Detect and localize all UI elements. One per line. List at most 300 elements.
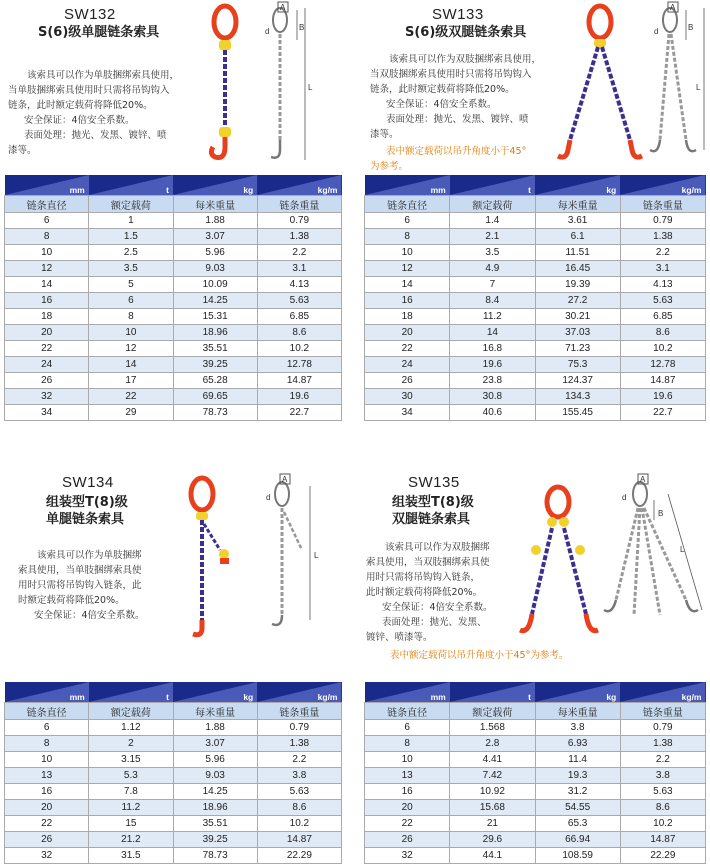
sw134-desc-line: 安全保证：4倍安全系数。: [34, 610, 145, 621]
table-cell: 24: [5, 357, 89, 373]
table-cell: 35.51: [173, 816, 257, 832]
table-cell: 3.8: [620, 768, 705, 784]
table-row: [5, 357, 342, 373]
table-cell: 2.2: [620, 752, 705, 768]
table-cell: 3.61: [535, 213, 620, 229]
table-cell: 13: [5, 768, 89, 784]
table-cell: 10.2: [620, 816, 705, 832]
sw135-desc-line: 镀锌、喷漆等。: [366, 632, 433, 643]
table-cell: 37.03: [535, 325, 620, 341]
table-cell: 134.3: [535, 389, 620, 405]
table-cell: 32: [5, 389, 89, 405]
sw132-title: S(6)级单腿链条索具: [38, 25, 160, 40]
table-cell: 9.03: [173, 261, 257, 277]
table-cell: 18.96: [173, 800, 257, 816]
table-cell: 4.13: [620, 277, 705, 293]
table-cell: 15.68: [450, 800, 535, 816]
table-cell: 14: [450, 325, 535, 341]
sw134-desc-line: 时额定载荷将降低20%。: [18, 595, 125, 606]
table-cell: 16: [365, 293, 450, 309]
table-cell: 29: [89, 405, 173, 421]
sw135-desc-line: 表面处理：抛光、发黑、: [382, 617, 487, 628]
unit-cell: kg: [173, 682, 257, 703]
table-cell: 26: [365, 832, 450, 848]
table-cell: 11.51: [535, 245, 620, 261]
table-cell: 2.5: [89, 245, 173, 261]
sw134-description: [18, 548, 188, 623]
table-cell: 11.4: [535, 752, 620, 768]
table-cell: 3.15: [89, 752, 173, 768]
table-cell: 30: [365, 389, 450, 405]
table-cell: 0.79: [620, 720, 705, 736]
dim-label-b: B: [658, 509, 664, 518]
table-cell: 11.2: [450, 309, 535, 325]
sw132-product-photo: [205, 2, 245, 167]
table-row: [5, 800, 342, 816]
table-cell: 2.2: [620, 245, 705, 261]
table-cell: 30.21: [535, 309, 620, 325]
table-cell: 1.38: [620, 229, 705, 245]
table-cell: 19.6: [257, 389, 341, 405]
table-cell: 10: [5, 752, 89, 768]
sw134-title-line: 单腿链条索具: [46, 512, 125, 527]
table-row: [365, 277, 706, 293]
table-cell: 6.93: [535, 736, 620, 752]
table-cell: 21.2: [89, 832, 173, 848]
table-cell: 22: [5, 341, 89, 357]
table-cell: 20: [5, 325, 89, 341]
dim-label-b: B: [299, 23, 305, 32]
dim-label-a: A: [280, 3, 286, 12]
sw134-title-line: 组装型T(8)级: [46, 495, 128, 510]
table-cell: 16: [5, 293, 89, 309]
table-cell: 16.45: [535, 261, 620, 277]
table-row: [5, 816, 342, 832]
dim-label-l: L: [680, 545, 685, 554]
table-row: [365, 213, 706, 229]
table-cell: 54.55: [535, 800, 620, 816]
sw135-model: SW135: [408, 474, 460, 491]
table-cell: 8.6: [620, 800, 705, 816]
header-cell: 链条直径: [5, 196, 89, 213]
sw135-note: 表中额定载荷以吊升角度小于45°为参考。: [390, 650, 569, 661]
table-row: [365, 325, 706, 341]
table-cell: 39.25: [173, 832, 257, 848]
table-row: [5, 389, 342, 405]
header-cell: 链条重量: [620, 703, 705, 720]
header-row: [5, 703, 342, 720]
unit-cell: kg/m: [257, 175, 341, 196]
table-cell: 65.28: [173, 373, 257, 389]
table-cell: 6: [365, 720, 450, 736]
sw135-desc-line: 索具使用，当双肢捆绑索具使: [366, 557, 490, 568]
table-row: [365, 405, 706, 421]
table-cell: 7: [450, 277, 535, 293]
table-cell: 22.29: [257, 848, 341, 864]
table-cell: 10.2: [257, 341, 341, 357]
table-cell: 10.2: [620, 341, 705, 357]
dim-label-l: L: [308, 83, 313, 92]
table-cell: 71.23: [535, 341, 620, 357]
header-cell: 链条直径: [365, 703, 450, 720]
table-row: [5, 768, 342, 784]
header-row: [365, 703, 706, 720]
sw134-product-photo: [180, 472, 240, 642]
table-cell: 6: [5, 720, 89, 736]
unit-cell: mm: [5, 682, 89, 703]
sw133-spec-table: [364, 175, 706, 421]
table-cell: 39.25: [173, 357, 257, 373]
dim-label-a: A: [670, 3, 676, 12]
sw135-desc-line: 此时额定载荷将降低20%。: [366, 587, 483, 598]
header-cell: 额定载荷: [89, 703, 173, 720]
table-cell: 1.5: [89, 229, 173, 245]
table-cell: 5: [89, 277, 173, 293]
table-cell: 5.63: [620, 784, 705, 800]
table-cell: 24: [365, 357, 450, 373]
table-row: [5, 325, 342, 341]
table-cell: 8.6: [620, 325, 705, 341]
table-cell: 26: [5, 373, 89, 389]
table-cell: 0.79: [257, 720, 341, 736]
table-cell: 3.8: [535, 720, 620, 736]
table-row: [5, 736, 342, 752]
table-cell: 4.9: [450, 261, 535, 277]
table-cell: 78.73: [173, 405, 257, 421]
sw134-desc-line: 索具使用，当单肢捆绑索具使: [18, 565, 142, 576]
table-cell: 12: [5, 261, 89, 277]
table-cell: 9.03: [173, 768, 257, 784]
sw135-desc-line: 该索具可以作为双肢捆绑: [385, 542, 490, 553]
table-row: [365, 389, 706, 405]
sw133-desc-line: 当双肢捆绑索具使用时只需将吊钩钩入: [370, 69, 532, 80]
sw135-title: [392, 494, 474, 528]
sw132-desc-line: 链条，此时额定载荷将降低20%。: [8, 100, 153, 111]
table-row: [5, 832, 342, 848]
header-cell: 每米重量: [535, 703, 620, 720]
sw133-desc-line: 安全保证：4倍安全系数。: [386, 99, 497, 110]
table-cell: 31.5: [89, 848, 173, 864]
table-row: [365, 373, 706, 389]
table-cell: 35.51: [173, 341, 257, 357]
table-cell: 12.78: [620, 357, 705, 373]
sw135-dimension-drawing: [598, 470, 708, 640]
unit-cell: kg: [535, 175, 620, 196]
unit-cell: kg: [535, 682, 620, 703]
table-cell: 6.85: [620, 309, 705, 325]
sw135-title-line: 组装型T(8)级: [392, 495, 474, 510]
table-cell: 3.07: [173, 736, 257, 752]
dim-label-d: d: [622, 493, 627, 502]
table-cell: 15: [89, 816, 173, 832]
table-cell: 8.6: [257, 800, 341, 816]
dim-label-l: L: [314, 551, 319, 560]
table-cell: 22: [365, 341, 450, 357]
table-cell: 2.2: [257, 752, 341, 768]
table-cell: 124.37: [535, 373, 620, 389]
table-cell: 16.8: [450, 341, 535, 357]
table-cell: 22.7: [257, 405, 341, 421]
table-cell: 69.65: [173, 389, 257, 405]
table-row: [365, 816, 706, 832]
header-cell: 额定载荷: [89, 196, 173, 213]
table-cell: 32: [5, 848, 89, 864]
table-cell: 10.92: [450, 784, 535, 800]
table-cell: 8: [365, 736, 450, 752]
table-cell: 13: [365, 768, 450, 784]
sw134-dimension-drawing: [258, 470, 348, 640]
table-cell: 8: [365, 229, 450, 245]
sw133-dimension-drawing: [640, 0, 710, 168]
dim-label-a: A: [282, 475, 288, 484]
table-row: [5, 229, 342, 245]
unit-cell: t: [89, 175, 173, 196]
header-cell: 额定载荷: [450, 703, 535, 720]
unit-row: [5, 682, 342, 703]
table-cell: 19.6: [450, 357, 535, 373]
table-cell: 34: [365, 405, 450, 421]
sw132-description: [8, 68, 208, 158]
table-cell: 5.63: [257, 293, 341, 309]
table-cell: 5.3: [89, 768, 173, 784]
dim-label-d: d: [265, 27, 270, 36]
table-cell: 1.38: [257, 229, 341, 245]
sw134-desc-line: 该索具可以作为单肢捆绑: [37, 550, 142, 561]
table-cell: 30.8: [450, 389, 535, 405]
table-cell: 14.87: [620, 373, 705, 389]
table-row: [5, 720, 342, 736]
table-cell: 18: [365, 309, 450, 325]
table-cell: 3.8: [257, 768, 341, 784]
header-cell: 每米重量: [173, 703, 257, 720]
sw134-title: [46, 494, 128, 528]
table-cell: 1.88: [173, 213, 257, 229]
unit-cell: t: [450, 175, 535, 196]
unit-row: [5, 175, 342, 196]
table-cell: 10: [365, 245, 450, 261]
table-row: [365, 720, 706, 736]
sw132-model: SW132: [64, 6, 116, 23]
table-cell: 3.1: [257, 261, 341, 277]
unit-cell: kg: [173, 175, 257, 196]
unit-cell: kg/m: [257, 682, 341, 703]
sw135-desc-line: 安全保证：4倍安全系数。: [382, 602, 493, 613]
table-cell: 0.79: [257, 213, 341, 229]
table-cell: 155.45: [535, 405, 620, 421]
table-cell: 17: [89, 373, 173, 389]
table-row: [365, 800, 706, 816]
dim-label-d: d: [654, 27, 659, 36]
table-cell: 18: [5, 309, 89, 325]
table-cell: 5.96: [173, 752, 257, 768]
table-cell: 12: [365, 261, 450, 277]
table-cell: 65.3: [535, 816, 620, 832]
table-cell: 19.3: [535, 768, 620, 784]
table-cell: 14: [365, 277, 450, 293]
sw132-desc-line: 表面处理：抛光、发黑、镀锌、喷: [24, 130, 167, 141]
header-cell: 链条直径: [5, 703, 89, 720]
table-cell: 2.2: [257, 245, 341, 261]
table-cell: 10.2: [257, 816, 341, 832]
table-cell: 12: [89, 341, 173, 357]
table-cell: 20: [365, 325, 450, 341]
table-cell: 27.2: [535, 293, 620, 309]
table-cell: 14.87: [257, 373, 341, 389]
sw132-desc-line: 当单肢捆绑索具使用时只需将吊钩钩入: [8, 85, 170, 96]
sw133-desc-line: 表面处理：抛光、发黑、镀锌、喷: [386, 114, 529, 125]
table-cell: 2: [89, 736, 173, 752]
table-row: [5, 277, 342, 293]
table-row: [5, 405, 342, 421]
table-cell: 6.1: [535, 229, 620, 245]
sw133-product-photo: [552, 2, 652, 167]
table-cell: 6: [365, 213, 450, 229]
table-cell: 4.41: [450, 752, 535, 768]
table-cell: 10: [365, 752, 450, 768]
table-cell: 10: [5, 245, 89, 261]
header-row: [5, 196, 342, 213]
table-row: [5, 784, 342, 800]
sw134-model: SW134: [62, 474, 114, 491]
table-cell: 2.8: [450, 736, 535, 752]
table-row: [5, 341, 342, 357]
header-cell: 额定载荷: [450, 196, 535, 213]
table-cell: 8: [89, 309, 173, 325]
table-cell: 10: [89, 325, 173, 341]
sw133-model: SW133: [432, 6, 484, 23]
table-cell: 14.87: [620, 832, 705, 848]
table-cell: 14.25: [173, 784, 257, 800]
unit-cell: mm: [365, 175, 450, 196]
table-cell: 26: [5, 832, 89, 848]
table-cell: 75.3: [535, 357, 620, 373]
table-cell: 22.7: [620, 405, 705, 421]
sw135-desc-line: 用时只需将吊钩钩入链条，: [366, 572, 481, 583]
unit-row: [365, 175, 706, 196]
table-cell: 108.59: [535, 848, 620, 864]
table-row: [365, 245, 706, 261]
header-cell: 链条重量: [620, 196, 705, 213]
table-cell: 29.6: [450, 832, 535, 848]
header-cell: 链条直径: [365, 196, 450, 213]
sw132-desc-line: 安全保证：4倍安全系数。: [24, 115, 135, 126]
table-row: [5, 213, 342, 229]
table-cell: 7.8: [89, 784, 173, 800]
table-cell: 12.78: [257, 357, 341, 373]
table-cell: 16: [5, 784, 89, 800]
table-cell: 8.6: [257, 325, 341, 341]
table-cell: 0.79: [620, 213, 705, 229]
table-cell: 14.25: [173, 293, 257, 309]
table-cell: 14.87: [257, 832, 341, 848]
table-row: [5, 293, 342, 309]
table-row: [365, 784, 706, 800]
table-cell: 22: [365, 816, 450, 832]
sw134-desc-line: 用时只需将吊钩钩入链条，此: [18, 580, 142, 591]
table-cell: 20: [365, 800, 450, 816]
table-cell: 3.5: [450, 245, 535, 261]
table-row: [365, 293, 706, 309]
sw132-desc-line: 漆等。: [8, 145, 37, 156]
sw133-note: 表中额定载荷以吊升角度小于45°: [386, 146, 527, 157]
table-cell: 6: [5, 213, 89, 229]
table-row: [5, 309, 342, 325]
table-cell: 20: [5, 800, 89, 816]
unit-cell: mm: [5, 175, 89, 196]
header-cell: 每米重量: [535, 196, 620, 213]
table-cell: 6: [89, 293, 173, 309]
table-row: [365, 768, 706, 784]
table-cell: 1.4: [450, 213, 535, 229]
table-cell: 10.09: [173, 277, 257, 293]
table-row: [5, 245, 342, 261]
table-cell: 66.94: [535, 832, 620, 848]
table-cell: 19.6: [620, 389, 705, 405]
table-cell: 1: [89, 213, 173, 229]
table-row: [365, 736, 706, 752]
dim-label-d: d: [266, 493, 271, 502]
table-cell: 1.88: [173, 720, 257, 736]
table-cell: 4.13: [257, 277, 341, 293]
table-row: [365, 341, 706, 357]
dim-label-a: A: [640, 475, 646, 484]
table-cell: 14: [5, 277, 89, 293]
sw132-desc-line: 该索具可以作为单肢捆绑索具使用，: [27, 70, 180, 81]
table-cell: 78.73: [173, 848, 257, 864]
table-row: [5, 373, 342, 389]
table-cell: 5.63: [257, 784, 341, 800]
table-cell: 3.1: [620, 261, 705, 277]
table-cell: 34: [5, 405, 89, 421]
table-cell: 22.29: [620, 848, 705, 864]
table-row: [365, 752, 706, 768]
table-cell: 44.1: [450, 848, 535, 864]
table-cell: 16: [365, 784, 450, 800]
header-row: [365, 196, 706, 213]
table-cell: 3.07: [173, 229, 257, 245]
table-cell: 7.42: [450, 768, 535, 784]
table-cell: 22: [89, 389, 173, 405]
table-row: [5, 752, 342, 768]
table-cell: 14: [89, 357, 173, 373]
dim-label-l: L: [696, 83, 701, 92]
header-cell: 链条重量: [257, 196, 341, 213]
table-row: [365, 832, 706, 848]
sw135-spec-table: [364, 682, 706, 864]
header-cell: 链条重量: [257, 703, 341, 720]
unit-cell: kg/m: [620, 682, 705, 703]
sw133-desc-line: 链条，此时额定载荷将降低20%。: [370, 84, 515, 95]
table-cell: 26: [365, 373, 450, 389]
table-cell: 21: [450, 816, 535, 832]
unit-cell: kg/m: [620, 175, 705, 196]
header-cell: 每米重量: [173, 196, 257, 213]
unit-cell: t: [450, 682, 535, 703]
sw133-desc-line: 该索具可以作为双肢捆绑索具使用，: [389, 54, 542, 65]
table-cell: 31.2: [535, 784, 620, 800]
table-cell: 5.96: [173, 245, 257, 261]
unit-cell: mm: [365, 682, 450, 703]
table-row: [365, 309, 706, 325]
table-cell: 8.4: [450, 293, 535, 309]
sw135-product-photo: [512, 484, 607, 644]
table-cell: 1.38: [257, 736, 341, 752]
table-cell: 2.1: [450, 229, 535, 245]
table-cell: 11.2: [89, 800, 173, 816]
sw132-dimension-drawing: [255, 0, 340, 168]
table-cell: 6.85: [257, 309, 341, 325]
sw134-spec-table: [4, 682, 342, 864]
